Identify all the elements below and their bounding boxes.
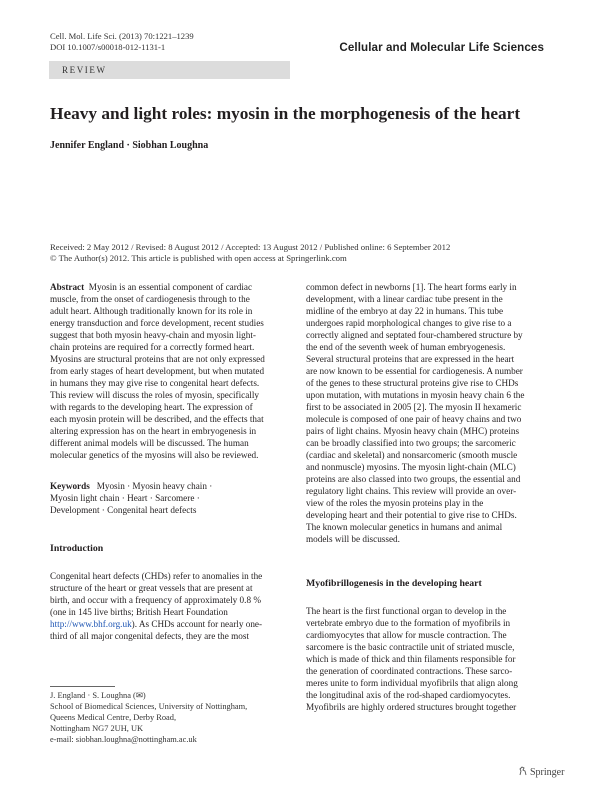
abstract-line: in humans they may give rise to congenital heart defects.	[50, 378, 260, 388]
doi: DOI 10.1007/s00018-012-1131-1	[50, 42, 166, 52]
article-title: Heavy and light roles: myosin in the morphogenesis of the heart	[50, 104, 521, 123]
right-column-intro	[306, 281, 546, 545]
body-line: can be broadly classified into two groups; the sarcomeric	[306, 438, 516, 448]
abstract-line: This review will discuss the roles of myosin, specifically	[50, 390, 259, 400]
affiliation-line: Queens Medical Centre, Derby Road,	[50, 713, 177, 722]
body-line: first to be associated in 2005 [2]. The myosin II hexameric	[306, 402, 522, 412]
abstract-line: adult heart. Although traditionally known for its role in	[50, 306, 253, 316]
body-line: vertebrate embryo due to the formation of myofibrils in	[306, 618, 511, 628]
body-line: sarcomere is the basic contractile unit of striated muscle,	[306, 642, 515, 652]
abstract-line: chain proteins are required for a correctly formed heart.	[50, 342, 255, 352]
keywords-line: Development · Congenital heart defects	[50, 505, 197, 515]
body-line: correctly aligned and septated four-chambered structure by	[306, 330, 523, 340]
keywords-text: Myosin · Myosin heavy chain ·	[96, 481, 213, 491]
body-line: view of the roles the myosin proteins play in the	[306, 498, 484, 508]
journal-name: Cellular and Molecular Life Sciences	[339, 41, 544, 54]
body-line: pairs of light chains. Myosin heavy chain (MHC) proteins	[306, 426, 520, 436]
publication-dates	[50, 242, 450, 264]
springer-horse-icon	[518, 766, 528, 776]
affiliation-email[interactable]: e-mail: siobhan.loughna@nottingham.ac.uk	[50, 735, 197, 744]
body-line: The known molecular genetics in humans and animal	[306, 522, 503, 532]
affiliation-line: School of Biomedical Sciences, University of Nottingham,	[50, 702, 248, 711]
body-line: molecule is composed of one pair of heavy chains and two	[306, 414, 522, 424]
body-line: Congenital heart defects (CHDs) refer to anomalies in the	[50, 571, 263, 581]
body-line: (cardiac and skeletal) and nonsarcomeric (smooth muscle	[306, 450, 518, 460]
body-line: third of all major congenital defects, they are the most	[50, 631, 249, 641]
keywords-block	[50, 480, 290, 516]
author-affiliation	[50, 690, 247, 745]
body-line: proteins are also classed into two groups, the essential and	[306, 474, 521, 484]
journal-reference: Cell. Mol. Life Sci. (2013) 70:1221–1239	[50, 31, 194, 41]
abstract-line: altering expression has on the heart in embryogenesis in	[50, 426, 257, 436]
myofibrillogenesis-heading: Myofibrillogenesis in the developing heart	[306, 578, 482, 589]
body-line: The heart is the first functional organ to develop in the	[306, 606, 507, 616]
abstract-line: with regards to the developing heart. The expression of	[50, 402, 253, 412]
body-line: are now known to be essential for cardiogenesis. A number	[306, 366, 523, 376]
body-line: undergoes rapid morphological changes to give rise to a	[306, 318, 512, 328]
journal-citation	[50, 31, 194, 53]
myofibrillogenesis-body	[306, 605, 546, 713]
affiliation-line: Nottingham NG7 2UH, UK	[50, 724, 144, 733]
abstract-line: muscle, from the onset of cardiogenesis through to the	[50, 294, 250, 304]
copyright-line: © The Author(s) 2012. This article is published with open access at Springerlink.com	[50, 253, 347, 263]
abstract-line: molecular genetics of the myosins will also be reviewed.	[50, 450, 259, 460]
abstract-line: suggest that both myosin heavy-chain and myosin light-	[50, 330, 256, 340]
abstract-block	[50, 281, 290, 461]
body-line: Several structural proteins that are expressed in the heart	[306, 354, 515, 364]
abstract-line: different animal models will be discussed. The human	[50, 438, 249, 448]
body-line: meres unite to form individual myofibrils that align along	[306, 678, 518, 688]
introduction-body	[50, 570, 290, 642]
introduction-heading: Introduction	[50, 543, 104, 554]
body-line: of the genes to these structural proteins give rise to CHDs	[306, 378, 519, 388]
body-text: ). As CHDs account for nearly one-	[131, 619, 263, 629]
body-line: cardiomyocytes that allow for muscle contraction. The	[306, 630, 507, 640]
body-line: the generation of coordinated contractions. These sarco-	[306, 666, 513, 676]
keywords-line	[50, 480, 290, 492]
body-line: midline of the embryo at day 22 in humans. This tube	[306, 306, 504, 316]
body-line: and nonmuscle) myosins. The myosin light-chain (MLC)	[306, 462, 516, 472]
publisher-logo	[518, 766, 564, 778]
body-line: the longitudinal axis of the rod-shaped cardiomyocytes.	[306, 690, 511, 700]
article-type-label: REVIEW	[62, 65, 107, 75]
keywords-label: Keywords	[50, 481, 90, 491]
body-line: regulatory light chains. This review will provide an over-	[306, 486, 517, 496]
body-line: structure of the heart or great vessels that are present at	[50, 583, 253, 593]
author-list: Jennifer England · Siobhan Loughna	[50, 140, 209, 151]
body-line	[50, 618, 290, 630]
footnote-divider	[50, 686, 115, 687]
bhf-link[interactable]: http://www.bhf.org.uk	[50, 619, 132, 629]
body-line: upon mutation, with mutations in myosin heavy chain 6 the	[306, 390, 525, 400]
abstract-line: each myosin protein will be described, and the effects that	[50, 414, 264, 424]
keywords-line: Myosin light chain · Heart · Sarcomere ·	[50, 493, 200, 503]
body-line: development, with a linear cardiac tube present in the	[306, 294, 503, 304]
abstract-label: Abstract	[50, 282, 85, 292]
body-line: which is made of thick and thin filaments responsible for	[306, 654, 516, 664]
body-line: developing heart and their potential to give rise to CHDs.	[306, 510, 517, 520]
body-line: models will be discussed.	[306, 534, 400, 544]
abstract-line: Myosins are structural proteins that are not only expressed	[50, 354, 265, 364]
affiliation-line: J. England · S. Loughna (✉)	[50, 691, 146, 700]
abstract-line: from early stages of heart development, but when mutated	[50, 366, 265, 376]
body-line: Myofibrils are highly ordered structures brought together	[306, 702, 517, 712]
body-line: common defect in newborns [1]. The heart forms early in	[306, 282, 517, 292]
abstract-text: Myosin is an essential component of cardiac	[88, 282, 253, 292]
body-line: (one in 145 live births; British Heart Foundation	[50, 607, 228, 617]
publisher-name: Springer	[530, 767, 565, 778]
abstract-line	[50, 281, 290, 293]
abstract-line: energy transduction and force development, recent studies	[50, 318, 264, 328]
body-line: birth, and occur with a frequency of approximately 0.8 %	[50, 595, 261, 605]
history-dates: Received: 2 May 2012 / Revised: 8 August 2012 / Accepted: 13 August 2012 / Published online: 6 September 2012	[50, 242, 451, 252]
body-line: the end of the seventh week of human embryogenesis.	[306, 342, 506, 352]
